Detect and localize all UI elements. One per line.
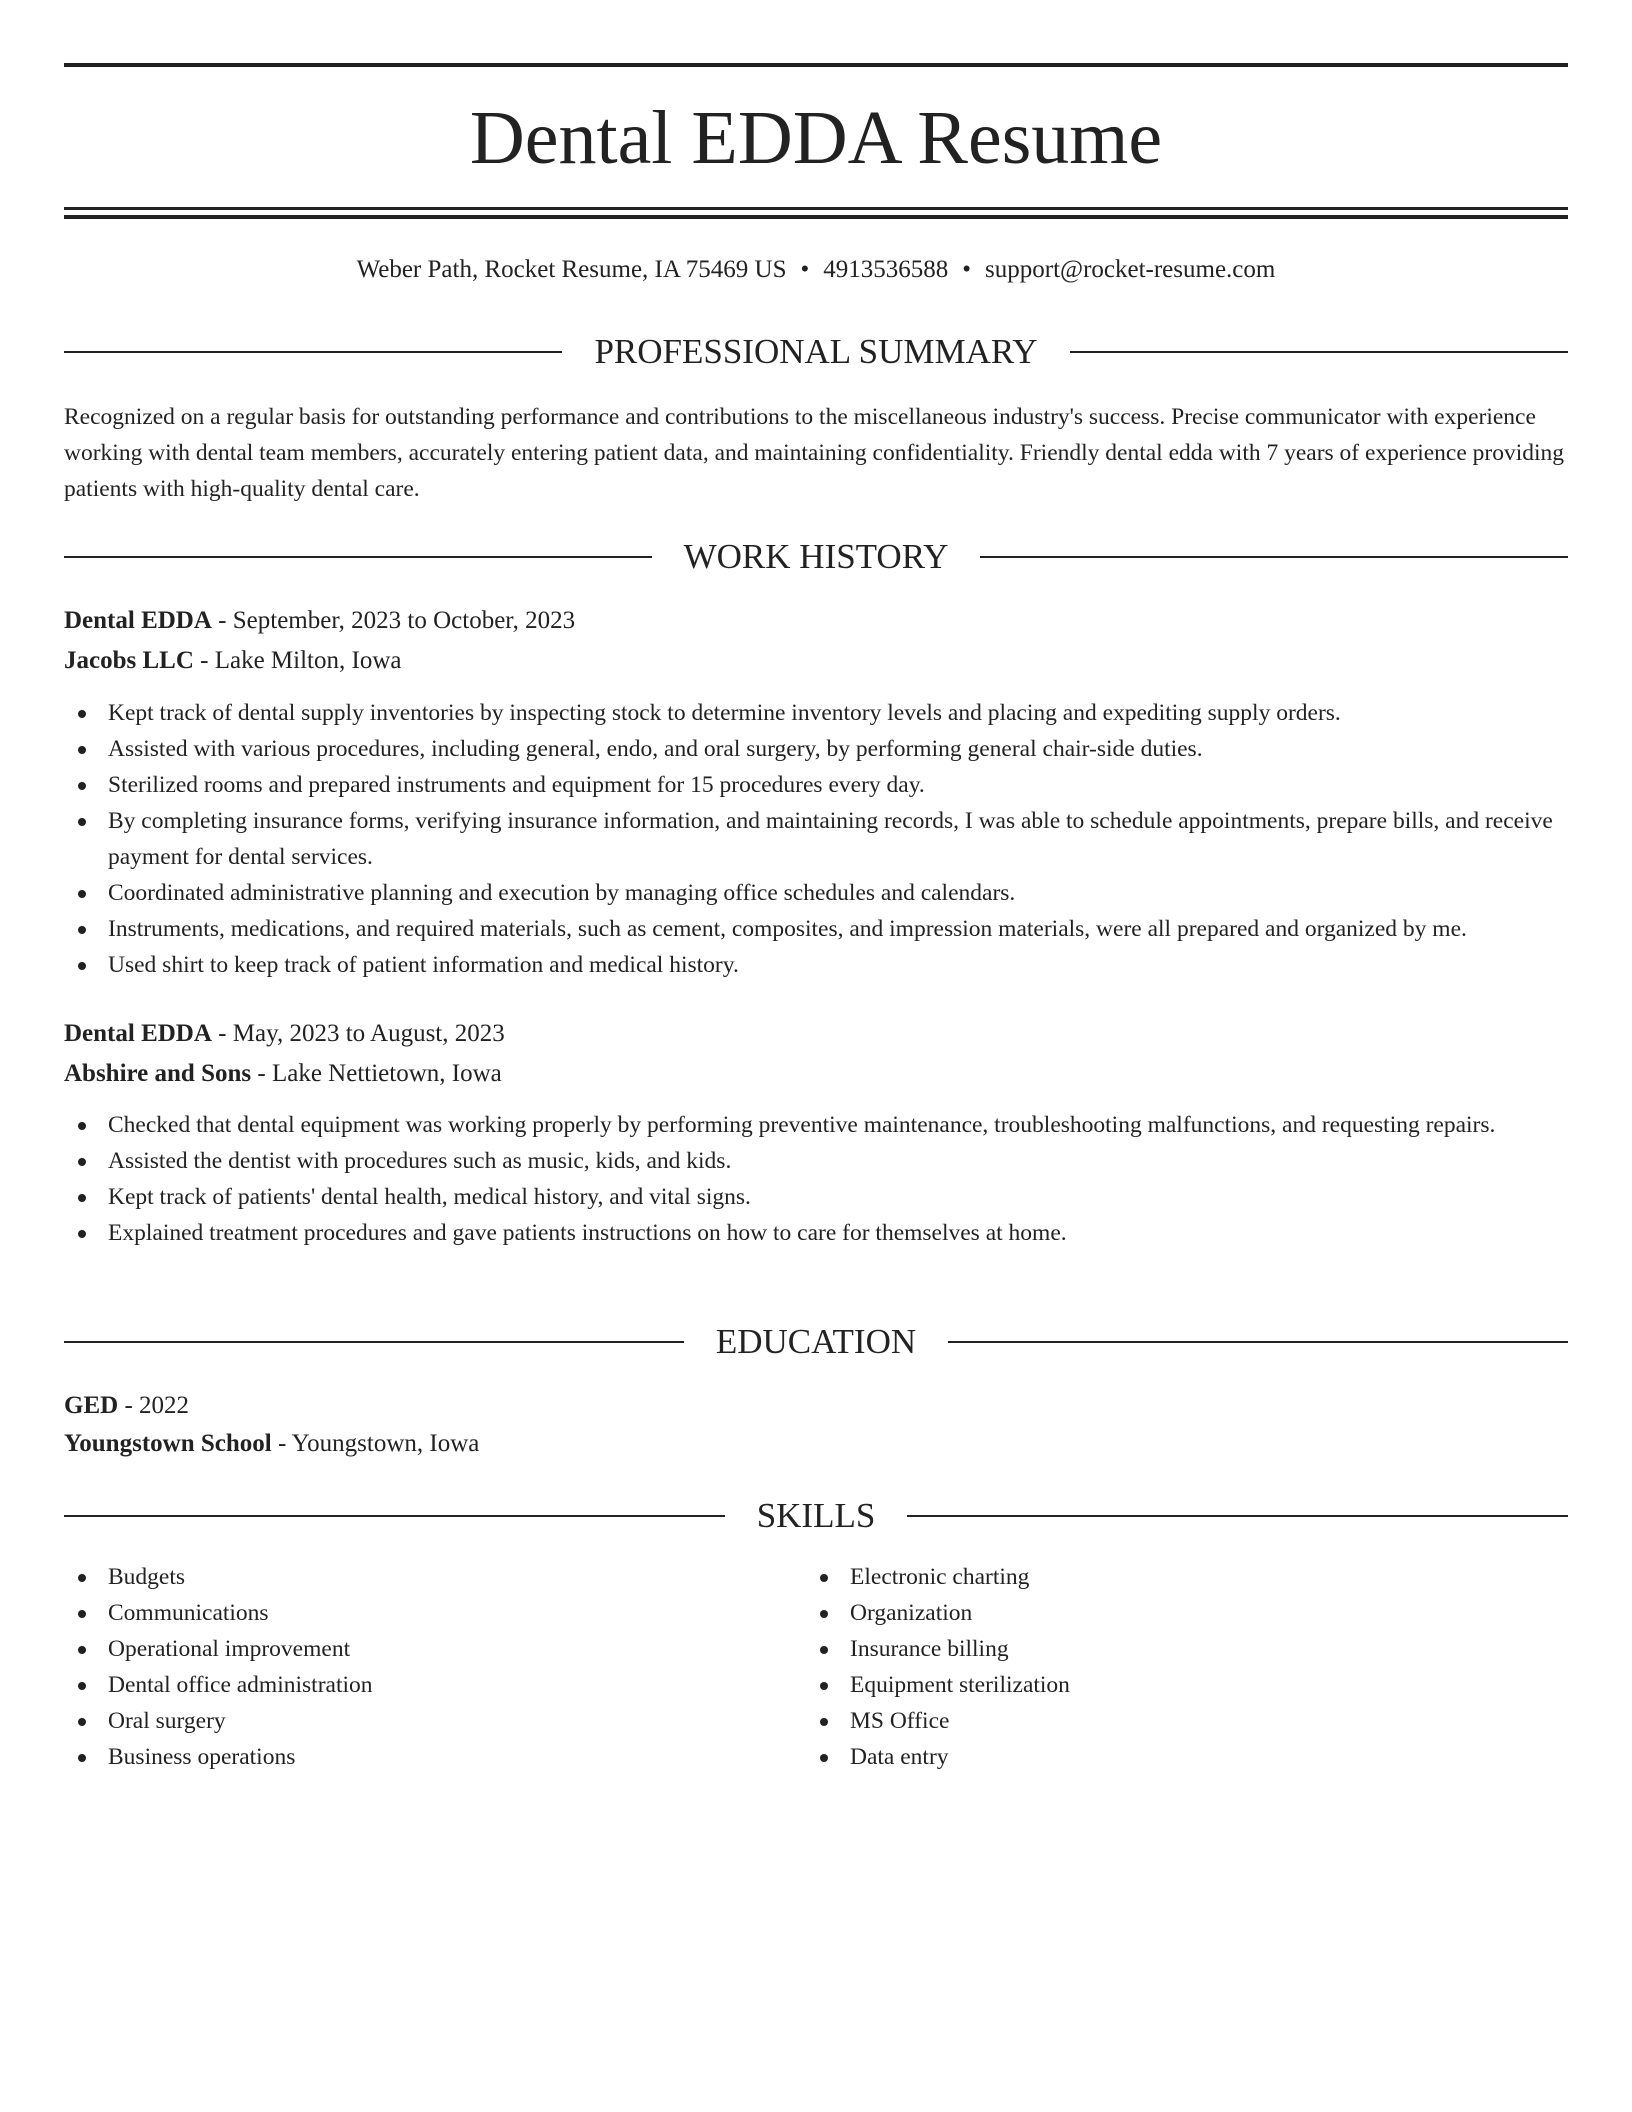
list-item xyxy=(64,1107,1568,1143)
list-item xyxy=(64,1703,764,1739)
bullet-icon xyxy=(78,890,86,898)
job-title: Dental EDDA xyxy=(64,1020,212,1047)
section-heading-skills xyxy=(64,1494,1568,1538)
job-location: - Lake Nettietown, Iowa xyxy=(251,1060,502,1087)
bullet-icon xyxy=(78,1230,86,1238)
bullet-icon xyxy=(820,1718,828,1726)
duty-text: Coordinated administrative planning and execution by managing office schedules and calendars. xyxy=(108,880,1016,906)
bullet-icon xyxy=(78,818,86,826)
skill-text: Electronic charting xyxy=(850,1564,1030,1590)
education-school: Youngstown School xyxy=(64,1430,272,1457)
job-company: Jacobs LLC xyxy=(64,647,194,674)
skill-text: Business operations xyxy=(108,1744,296,1770)
list-item xyxy=(64,1595,764,1631)
section-heading-summary xyxy=(64,330,1568,374)
skill-text: Data entry xyxy=(850,1744,949,1770)
heading-rule-left xyxy=(64,1515,725,1517)
skill-text: Operational improvement xyxy=(108,1636,351,1662)
list-item xyxy=(806,1559,1506,1595)
list-item xyxy=(64,1179,1568,1215)
bullet-icon xyxy=(78,1194,86,1202)
list-item xyxy=(64,1143,1568,1179)
heading-rule-left xyxy=(64,1341,684,1343)
bullet-icon xyxy=(78,782,86,790)
resume-title: Dental EDDA Resume xyxy=(469,96,1163,180)
bullet-icon xyxy=(820,1646,828,1654)
skill-text: Organization xyxy=(850,1600,973,1626)
bullet-icon xyxy=(820,1754,828,1762)
job-company-line xyxy=(64,643,1568,679)
heading-rule-left xyxy=(64,556,652,558)
skill-text: Oral surgery xyxy=(108,1708,226,1734)
job-title-line xyxy=(64,1016,1568,1052)
duty-text: Checked that dental equipment was working properly by performing preventive maintenance, troubleshooting malfunctions, and requesting repairs. xyxy=(108,1112,1496,1138)
bullet-icon xyxy=(78,1574,86,1582)
heading-rule-right xyxy=(907,1515,1568,1517)
bullet-icon xyxy=(820,1610,828,1618)
summary-text: Recognized on a regular basis for outstanding performance and contributions to the miscellaneous industry's success. Precise communicator with experience working with dental team members, accurately entering patient data, and maintaining confidentiality. Friendly dental edda with 7 years of experience providing patients with high-quality dental care. xyxy=(64,404,1565,502)
bullet-icon xyxy=(820,1574,828,1582)
list-item xyxy=(806,1667,1506,1703)
bullet-icon xyxy=(78,1158,86,1166)
education-location: - Youngstown, Iowa xyxy=(271,1430,480,1457)
skills-list-left xyxy=(64,1559,764,1775)
list-item xyxy=(64,731,1568,767)
list-item xyxy=(64,1631,764,1667)
bullet-icon xyxy=(78,746,86,754)
duty-text: Kept track of dental supply inventories by inspecting stock to determine inventory levels and placing and expediting supply orders. xyxy=(108,700,1341,726)
contact-address: Weber Path, Rocket Resume, IA 75469 US xyxy=(356,256,787,283)
list-item xyxy=(64,803,1568,875)
section-heading-text: EDUCATION xyxy=(715,1322,917,1361)
skill-text: Communications xyxy=(108,1600,269,1626)
bullet-icon xyxy=(78,1754,86,1762)
duty-text: Instruments, medications, and required materials, such as cement, composites, and impression materials, were all prepared and organized by me. xyxy=(108,916,1467,942)
section-heading-education xyxy=(64,1320,1568,1364)
list-item xyxy=(64,1667,764,1703)
bullet-icon xyxy=(78,1646,86,1654)
skill-text: Dental office administration xyxy=(108,1672,373,1698)
duty-text: By completing insurance forms, verifying insurance information, and maintaining records, I was able to schedule appointments, prepare bills, and receive payment for dental services. xyxy=(108,808,1553,870)
contact-line xyxy=(64,252,1568,288)
job-duties-list xyxy=(64,1107,1568,1251)
skill-text: MS Office xyxy=(850,1708,950,1734)
duty-text: Explained treatment procedures and gave patients instructions on how to care for themselves at home. xyxy=(108,1220,1067,1246)
duty-text: Kept track of patients' dental health, medical history, and vital signs. xyxy=(108,1184,751,1210)
bullet-icon xyxy=(820,1682,828,1690)
job-title-line xyxy=(64,603,1568,639)
skill-text: Insurance billing xyxy=(850,1636,1009,1662)
list-item xyxy=(64,1215,1568,1251)
list-item xyxy=(64,1559,764,1595)
job-duties-list xyxy=(64,695,1568,983)
education-school-line xyxy=(64,1426,1568,1462)
heading-rule-right xyxy=(1070,351,1568,353)
skill-text: Budgets xyxy=(108,1564,186,1590)
bullet-icon xyxy=(78,710,86,718)
list-item xyxy=(64,1739,764,1775)
bullet-icon xyxy=(78,1718,86,1726)
bullet-icon xyxy=(78,926,86,934)
duty-text: Sterilized rooms and prepared instruments and equipment for 15 procedures every day. xyxy=(108,772,925,798)
skills-list-right xyxy=(806,1559,1506,1775)
heading-rule-left xyxy=(64,351,562,353)
job-location: - Lake Milton, Iowa xyxy=(193,647,402,674)
contact-separator: • xyxy=(962,256,972,283)
contact-separator: • xyxy=(800,256,810,283)
section-heading-work-history xyxy=(64,535,1568,579)
heading-rule-right xyxy=(980,556,1568,558)
duty-text: Assisted the dentist with procedures such as music, kids, and kids. xyxy=(108,1148,732,1174)
list-item xyxy=(64,911,1568,947)
bullet-icon xyxy=(78,1610,86,1618)
job-dates: - May, 2023 to August, 2023 xyxy=(211,1020,505,1047)
job-title: Dental EDDA xyxy=(64,607,212,634)
bullet-icon xyxy=(78,1682,86,1690)
bullet-icon xyxy=(78,962,86,970)
section-heading-text: WORK HISTORY xyxy=(683,537,949,576)
job-dates: - September, 2023 to October, 2023 xyxy=(211,607,576,634)
list-item xyxy=(806,1631,1506,1667)
education-year: - 2022 xyxy=(118,1392,190,1419)
section-heading-text: SKILLS xyxy=(756,1496,876,1535)
skill-text: Equipment sterilization xyxy=(850,1672,1070,1698)
duty-text: Assisted with various procedures, including general, endo, and oral surgery, by performing general chair-side duties. xyxy=(108,736,1203,762)
header-double-rule-lower xyxy=(64,215,1568,219)
section-heading-text: PROFESSIONAL SUMMARY xyxy=(594,332,1038,371)
list-item xyxy=(806,1739,1506,1775)
list-item xyxy=(64,695,1568,731)
list-item xyxy=(806,1595,1506,1631)
heading-rule-right xyxy=(948,1341,1568,1343)
list-item xyxy=(806,1703,1506,1739)
bullet-icon xyxy=(78,1122,86,1130)
list-item xyxy=(64,875,1568,911)
contact-phone: 4913536588 xyxy=(823,256,949,283)
job-company-line xyxy=(64,1056,1568,1092)
header-top-rule xyxy=(64,63,1568,67)
list-item xyxy=(64,767,1568,803)
job-company: Abshire and Sons xyxy=(64,1060,252,1087)
header-double-rule-upper xyxy=(64,207,1568,210)
contact-email: support@rocket-resume.com xyxy=(985,256,1276,283)
duty-text: Used shirt to keep track of patient information and medical history. xyxy=(108,952,739,978)
education-degree: GED xyxy=(64,1392,119,1419)
list-item xyxy=(64,947,1568,983)
education-degree-line xyxy=(64,1388,1568,1424)
